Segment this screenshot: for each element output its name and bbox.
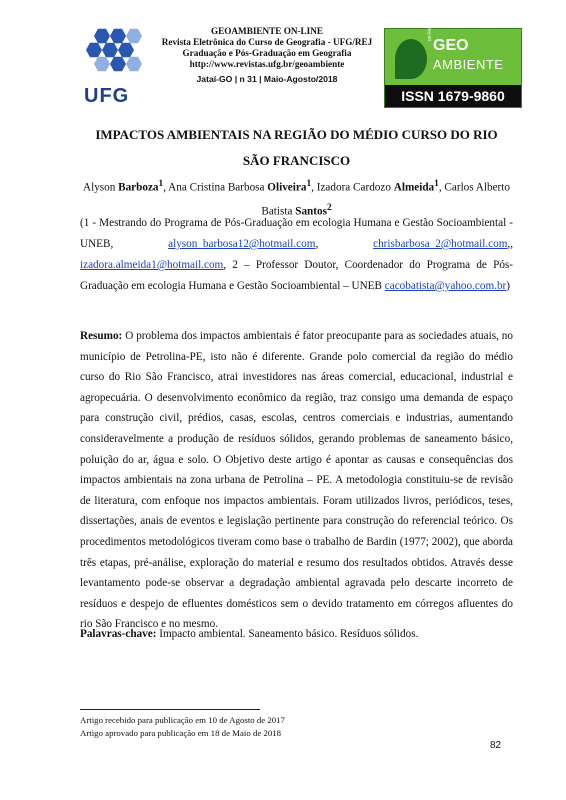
- journal-header: [80, 26, 520, 108]
- abstract-label: Resumo:: [80, 330, 123, 342]
- author-4-first: , Carlos Alberto Batista: [261, 181, 510, 218]
- journal-subtitle: Revista Eletrônica do Curso de Geografia - UFG/REJ: [161, 37, 373, 47]
- author-2-sup: 1: [306, 179, 312, 189]
- affiliation-sep-2: ,,: [507, 238, 513, 250]
- geoambiente-logo: [384, 25, 522, 108]
- abstract: [80, 326, 513, 635]
- affiliation-text-1: (1 - Mestrando do Programa de Pós-Graduação em ecologia Humana e Gestão Socioambiental - UNEB,: [80, 217, 513, 250]
- email-link-1[interactable]: alyson_barbosa12@hotmail.com: [168, 238, 316, 250]
- title-line-1: IMPACTOS AMBIENTAIS NA REGIÃO DO MÉDIO CURSO DO RIO: [95, 127, 498, 142]
- author-2-first: , Ana Cristina Barbosa: [163, 181, 268, 194]
- email-link-2[interactable]: chrisbarbosa_2@hotmail.com: [373, 238, 508, 250]
- author-3-first: , Izadora Cardozo: [311, 181, 394, 194]
- footnotes: [80, 714, 513, 740]
- journal-program: Graduação e Pós-Graduação em Geografia: [182, 48, 352, 58]
- email-link-4[interactable]: cacobatista@yahoo.com.br: [384, 280, 507, 292]
- journal-url[interactable]: http://www.revistas.ufg.br/geoambiente: [189, 59, 345, 69]
- author-4-last: Santos: [295, 205, 327, 218]
- geo-logo-bottom: AMBIENTE: [433, 57, 504, 72]
- article-title: [80, 122, 513, 174]
- journal-name: GEOAMBIENTE ON-LINE: [210, 26, 324, 36]
- keywords-text: Impacto ambiental. Saneamento básico. Resíduos sólidos.: [156, 628, 419, 640]
- author-1-last: Barboza: [118, 181, 159, 194]
- author-2-last: Oliveira: [267, 181, 307, 194]
- email-link-3[interactable]: izadora.almeida1@hotmail.com: [80, 259, 224, 271]
- affiliation: [80, 213, 513, 297]
- page-number: 82: [490, 740, 502, 751]
- affiliation-text-2: , 2 – Professor Doutor, Coordenador do Programa de Pós-Graduação em ecologia Humana e Gestão Socioambiental – UNEB: [80, 259, 513, 292]
- affiliation-sep-1: ,: [315, 238, 374, 250]
- footnote-divider: [80, 709, 260, 710]
- keywords-label: Palavras-chave:: [80, 628, 157, 640]
- ufg-logo-text: UFG: [84, 85, 130, 107]
- author-3-last: Almeida: [393, 181, 435, 194]
- affiliation-text-3: ): [506, 280, 511, 292]
- author-3-sup: 1: [434, 179, 439, 189]
- author-1-first: Alyson: [83, 181, 119, 194]
- author-1-sup: 1: [158, 179, 164, 189]
- geo-logo-vertical: on-line: [427, 25, 433, 41]
- geo-logo-top: GEO: [433, 37, 469, 54]
- title-line-2: SÃO FRANCISCO: [242, 153, 351, 168]
- footnote-received: Artigo recebido para publicação em 10 de Agosto de 2017: [80, 715, 285, 725]
- journal-issue: Jataí-GO | n 31 | Maio-Agosto/2018: [196, 74, 338, 84]
- keywords: [80, 624, 513, 644]
- ufg-logo: [80, 26, 146, 108]
- author-4-sup: 2: [326, 202, 332, 213]
- footnote-approved: Artigo aprovado para publicação em 18 de Maio de 2018: [80, 728, 282, 738]
- journal-info: [152, 26, 382, 85]
- issn-label: ISSN 1679-9860: [385, 85, 521, 107]
- abstract-text: O problema dos impactos ambientais é fator preocupante para as sociedades atuais, no município de Petrolina-PE, isto não é diferente. Grande polo comercial da região do médio curso do Rio São Francisco, atrai investidores nas áreas comercial, educacional, industrial e agropecuária. O desenvolvimento econômico da região, traz consigo uma demanda de espaço para construção civil, prédios, casas, escolas, centros comerciais e industrias, aumentando consideravelmente a produção de resíduos sólidos, gerando problemas de saneamento básico, poluição do ar, água e solo. O Objetivo deste artigo é apontar as causas e consequências dos impactos ambientais na zona urbana de Petrolina – PE. A metodologia constituiu-se de revisão de literatura, com enfoque nos impactos ambientais. Foram utilizados livros, periódicos, teses, dissertações, anais de eventos e legislação pertinente para construção do referencial teórico. Os procedimentos metodológicos tiveram como base o trabalho de Bardin (1977; 2002), que aborda três etapas, pré-análise, exploração do material e resumo dos resultados obtidos. Através desse levantamento pode-se observar a degradação ambiental agravada pelo descarte incorreto de resíduos e despejo de efluentes domésticos sem o devido tratamento em córregos afluentes do rio São Francisco e no mesmo.: [80, 330, 513, 631]
- leaf-icon: [395, 39, 427, 79]
